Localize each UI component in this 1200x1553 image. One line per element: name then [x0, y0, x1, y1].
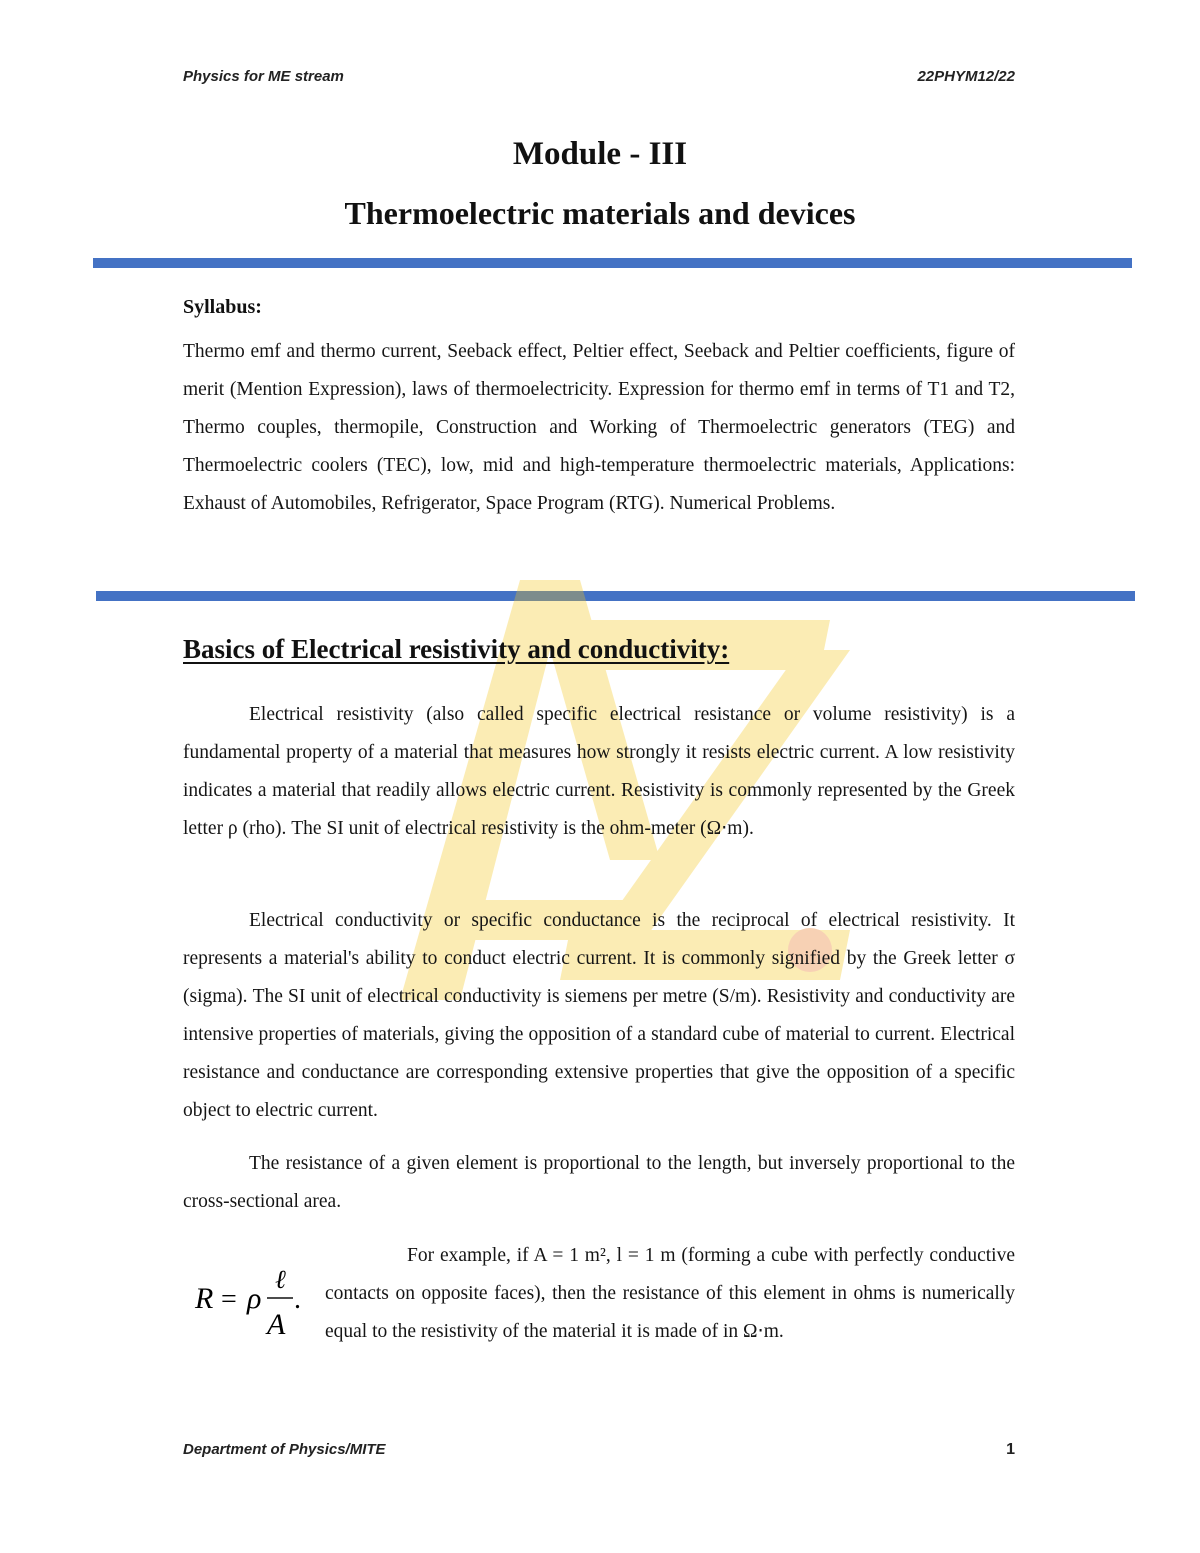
header-course: Physics for ME stream: [183, 68, 344, 85]
bottom-divider: [96, 591, 1135, 601]
formula-numerator: ℓ: [275, 1265, 286, 1295]
header-code: 22PHYM12/22: [917, 68, 1015, 85]
example-paragraph: For example, if A = 1 m², l = 1 m (forming a cube with perfectly conductive contacts on opposite faces), then the resistance of this element in ohms is numerically equal to the resistivity of the material it is made of in Ω⋅m.: [325, 1245, 1015, 1342]
resistivity-paragraph: Electrical resistivity (also called specific electrical resistance or volume resistivity) is a fundamental property of a material that measures how strongly it resists electric current. A low resistivity indicates a material that readily allows electric current. Resistivity is commonly represented by the Greek letter ρ (rho). The SI unit of electrical resistivity is the ohm-meter (Ω⋅m).: [183, 704, 1015, 839]
formula-period: .: [294, 1284, 301, 1315]
syllabus-text: Thermo emf and thermo current, Seeback effect, Peltier effect, Seeback and Peltier coefficients, figure of merit (Mention Expression), laws of thermoelectricity. Expression for thermo emf in terms of T1 and T2, Thermo couples, thermopile, Construction and Working of Thermoelectric generators (TEG) and Thermoelectric coolers (TEC), low, mid and high-temperature thermoelectric materials, Applications: Exhaust of Automobiles, Refrigerator, Space Program (RTG). Numerical Problems.: [183, 341, 1015, 514]
section-heading: Basics of Electrical resistivity and conductivity:: [183, 634, 730, 664]
resistance-paragraph: The resistance of a given element is proportional to the length, but inversely proportional to the cross-sectional area.: [183, 1153, 1015, 1212]
module-title: Module - III: [512, 136, 688, 172]
page-number: 1: [1006, 1441, 1015, 1458]
syllabus-label: Syllabus:: [183, 296, 262, 318]
footer-department: Department of Physics/MITE: [183, 1441, 386, 1458]
subject-title: Thermoelectric materials and devices: [344, 195, 856, 231]
conductivity-paragraph: Electrical conductivity or specific conductance is the reciprocal of electrical resistivity. It represents a material's ability to conduct electric current. It is commonly signified by the Greek letter σ (sigma). The SI unit of electrical conductivity is siemens per metre (S/m). Resistivity and conductivity are intensive properties of materials, giving the opposition of a standard cube of material to current. Electrical resistance and conductance are corresponding extensive properties that give the opposition of a specific object to electric current.: [183, 910, 1015, 1121]
formula-rho: ρ: [247, 1282, 262, 1315]
formula-equals: =: [221, 1284, 237, 1315]
formula-lhs: R: [195, 1282, 214, 1315]
top-divider: [93, 258, 1132, 268]
formula-denominator: A: [267, 1308, 286, 1341]
resistance-formula: [193, 1250, 313, 1350]
